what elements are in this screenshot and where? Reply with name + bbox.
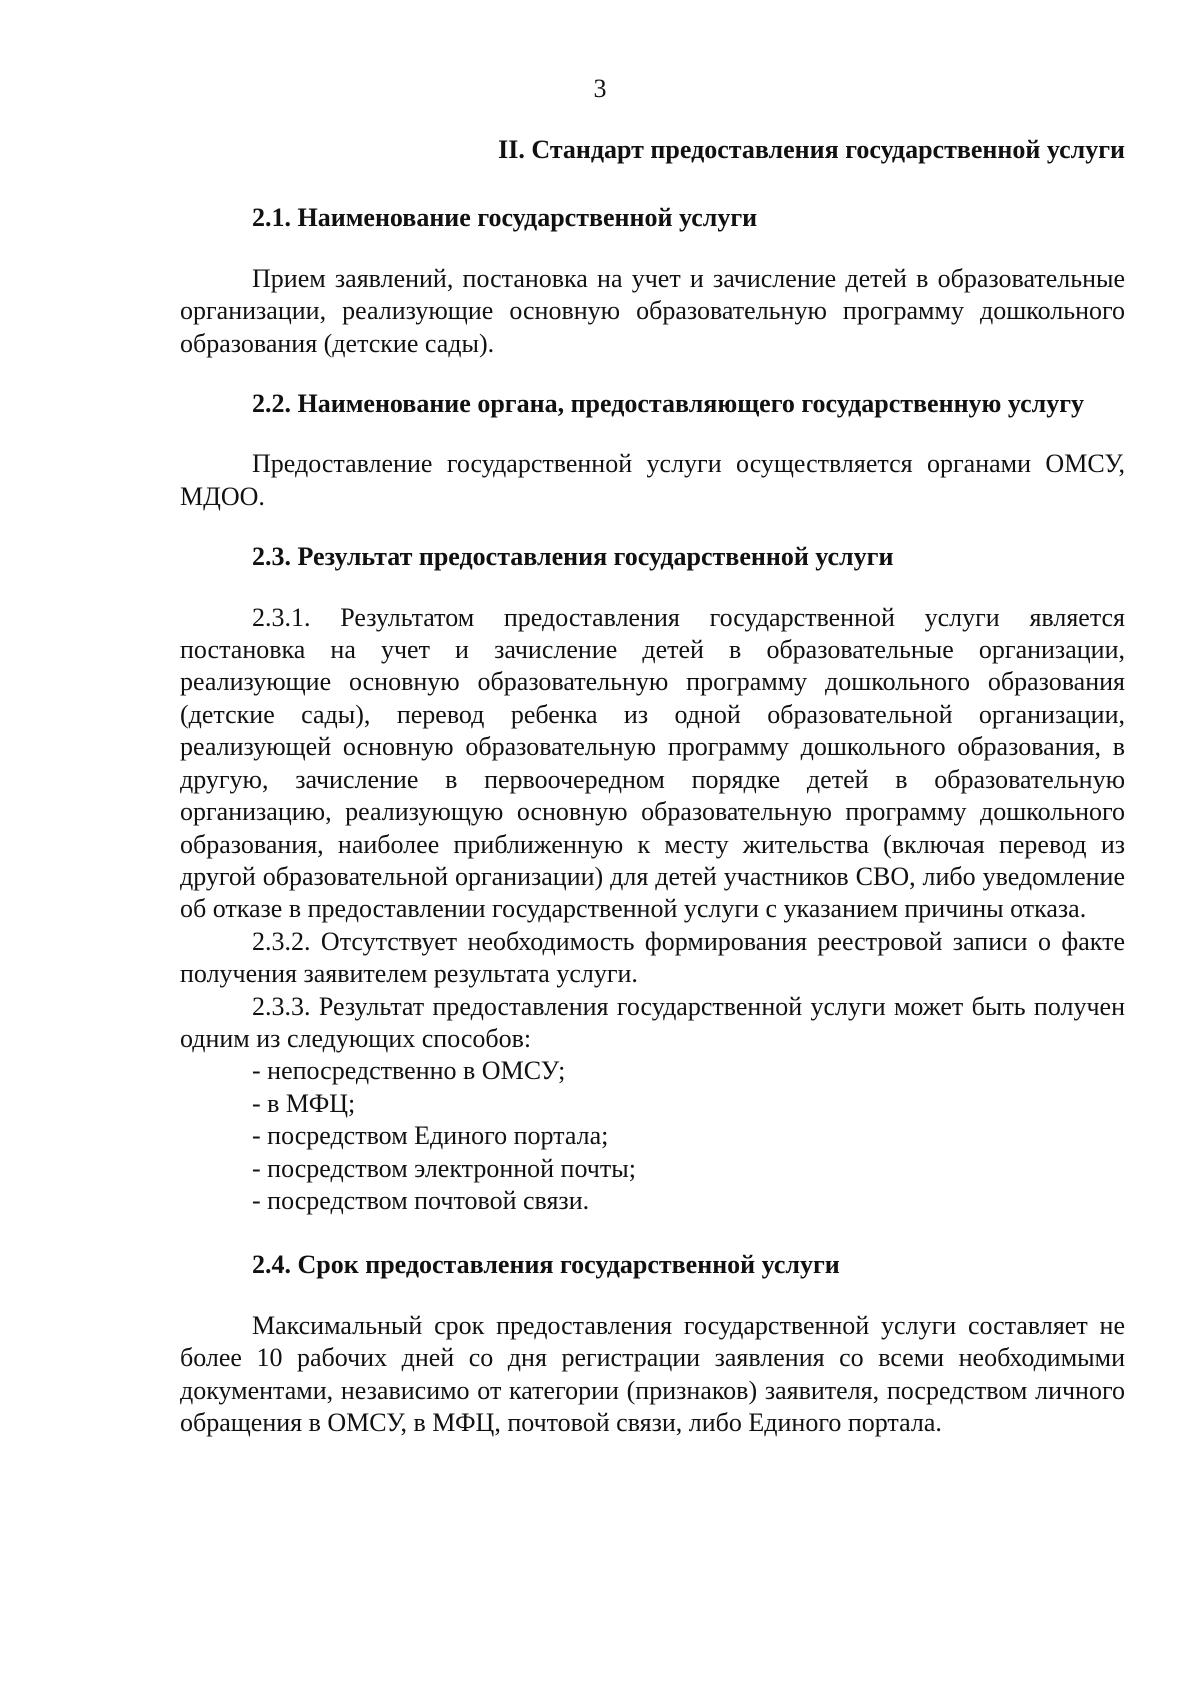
section-title: II. Стандарт предоставления государственной услуги: [498, 135, 1125, 164]
paragraph-2-1: Прием заявлений, постановка на учет и зачисление детей в образовательные организации, реализующие основную образовательную программу дошкольного образования (детские сады).: [180, 263, 1125, 358]
spacer: [180, 235, 1125, 263]
heading-2-2: 2.2. Наименование органа, предоставляющего государственную услугу: [252, 389, 1085, 419]
list-item-method: - посредством Единого портала;: [252, 1121, 609, 1151]
document-body: [180, 134, 1125, 1439]
paragraph-2-3-1: 2.3.1. Результатом предоставления государственной услуги является постановка на учет и зачисление детей в образовательные организации, реализующие основную образовательную программу дошкольного образования (детские сады), перевод ребенка из одной образовательной организации, реализующей основную образовательную программу дошкольного образования, в другую, зачисление в первоочередном порядке детей в образовательную организацию, реализующую основную образовательную программу дошкольного образования, наиболее приближенную к месту жительства (включая перевод из другой образовательной организации) для детей участников СВО, либо уведомление об отказе в предоставлении государственной услуги с указанием причины отказа.: [180, 602, 1125, 924]
paragraph-2-3-2: 2.3.2. Отсутствует необходимость формирования реестровой записи о факте получения заявителем результата услуги.: [180, 926, 1125, 989]
spacer: [180, 1217, 1125, 1249]
spacer: [180, 1282, 1125, 1310]
list-item-method: - в МФЦ;: [252, 1088, 356, 1118]
page-number: 3: [593, 74, 607, 103]
paragraph-2-4: Максимальный срок предоставления государственной услуги составляет не более 10 рабочих дней со дня регистрации заявления со всеми необходимыми документами, независимо от категории (признаков) заявителя, посредством личного обращения в ОМСУ, в МФЦ, почтовой связи, либо Единого портала.: [180, 1310, 1125, 1437]
heading-2-1: 2.1. Наименование государственной услуги: [252, 203, 758, 233]
list-item-method: - непосредственно в ОМСУ;: [252, 1056, 566, 1086]
spacer: [180, 574, 1125, 602]
spacer: [180, 420, 1125, 448]
heading-2-4: 2.4. Срок предоставления государственной услуги: [252, 1250, 840, 1280]
list-item-method: - посредством почтовой связи.: [252, 1185, 590, 1215]
paragraph-2-2: Предоставление государственной услуги осуществляется органами ОМСУ, МДОО.: [180, 449, 1125, 511]
spacer: [180, 513, 1125, 541]
list-item-method: - посредством электронной почты;: [252, 1153, 636, 1183]
spacer: [180, 166, 1125, 202]
paragraph-2-3-3: 2.3.3. Результат предоставления государственной услуги может быть получен одним из следующих способов:: [180, 991, 1125, 1053]
spacer: [180, 360, 1125, 388]
heading-2-3: 2.3. Результат предоставления государственной услуги: [252, 542, 894, 572]
